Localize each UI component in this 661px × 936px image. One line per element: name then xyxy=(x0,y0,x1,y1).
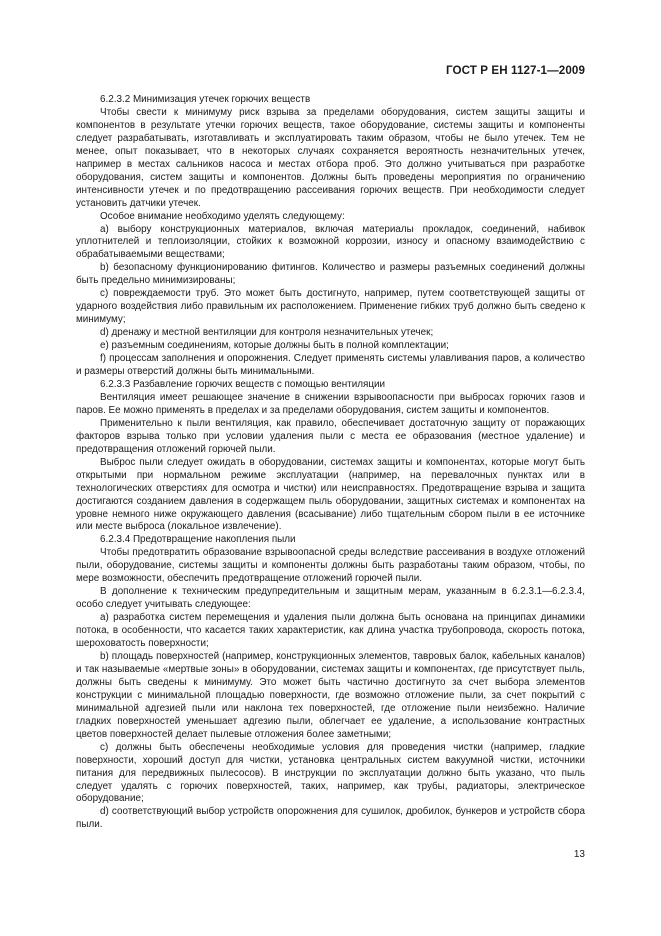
list-item: d) соответствующий выбор устройств опорожнения для сушилок, дробилок, бункеров и устройств сбора пыли. xyxy=(76,806,585,831)
page-number: 13 xyxy=(573,849,585,860)
paragraph: Применительно к пыли вентиляция, как правило, обеспечивает достаточную защиту от поражающих факторов взрыва только при условии удаления пыли с места ее образования (местное удаление) и предотвращения отложений горючей пыли. xyxy=(76,417,585,455)
list-item: d) дренажу и местной вентиляции для контроля незначительных утечек; xyxy=(100,327,434,339)
paragraph: Выброс пыли следует ожидать в оборудовании, системах защиты и компонентах, которые могут быть открытыми при нормальном режиме эксплуатации (например, на перевалочных пунктах или в технологических отверстиях для осмотра и чистки) или неисправностях. Предотвращение взрыва и защита достигаются созданием давления в содержащем пыль оборудовании, защитных системах и компонентах на уровне немного ниже окружающего давления (всасывание) либо тщательным сбором пыли в ее источнике или месте выброса (локальное извлечение). xyxy=(76,456,585,533)
list-item: f) процессам заполнения и опорожнения. Следует применять системы улавливания паров, а количество и размеры отверстий должны быть минимальными. xyxy=(76,353,585,378)
list-item: a) выбору конструкционных материалов, включая материалы прокладок, соединений, набивок уплотнителей и теплоизоляции, стойких к возможной коррозии, износу и опасному взаимодействию с обрабатываемыми веществами; xyxy=(76,223,585,261)
paragraph: Особое внимание необходимо уделять следующему: xyxy=(100,210,345,222)
list-item: b) безопасному функционированию фитингов. Количество и размеры разъемных соединений должны быть предельно минимизированы; xyxy=(76,262,585,287)
document-id-header: ГОСТ Р ЕН 1127-1—2009 xyxy=(445,64,585,77)
paragraph: В дополнение к техническим предупредительным и защитным мерам, указанным в 6.2.3.1—6.2.3.4, особо следует учитывать следующее: xyxy=(76,586,585,611)
section-heading-6-2-3-3: 6.2.3.3 Разбавление горючих веществ с помощью вентиляции xyxy=(100,378,386,390)
section-heading-6-2-3-2: 6.2.3.2 Минимизация утечек горючих веществ xyxy=(100,94,311,105)
list-item: a) разработка систем перемещения и удаления пыли должна быть основана на принципах динамики потока, в особенности, что касается таких характеристик, как длина участка трубопровода, скорость потока, шероховатость поверхности; xyxy=(76,612,585,650)
paragraph: Вентиляция имеет решающее значение в снижении взрывоопасности при выбросах горючих газов и паров. Ее можно применять в пределах и за пределами оборудования, систем защиты и компонентов. xyxy=(76,391,585,416)
body-text xyxy=(76,94,585,832)
list-item: c) повреждаемости труб. Это может быть достигнуто, например, путем соответствующей защиты от ударного воздействия либо правильным их расположением. Применение гибких труб должно быть сведено к минимуму; xyxy=(76,288,585,326)
list-item: e) разъемным соединениям, которые должны быть в полной комплектации; xyxy=(100,340,449,352)
paragraph: Чтобы предотвратить образование взрывоопасной среды вследствие рассеивания в воздухе отложений пыли, оборудование, системы защиты и компоненты должны быть разработаны таким образом, чтобы, по мере возможности, обеспечить предотвращение отложений горючей пыли. xyxy=(76,547,585,585)
list-item: c) должны быть обеспечены необходимые условия для проведения чистки (например, гладкие поверхности, хороший доступ для чистки, установка центральных систем вакуумной чистки, источники питания для передвижных пылесосов). В инструкции по эксплуатации должно быть указано, что пыль следует удалять с горючих поверхностей, таких, например, как трубы, радиаторы, электрическое оборудование; xyxy=(76,741,585,805)
paragraph: Чтобы свести к минимуму риск взрыва за пределами оборудования, систем защиты защиты и компонентов в результате утечки горючих веществ, такое оборудование, системы защиты и компоненты следует разрабатывать, изготавливать и эксплуатировать таким образом, чтобы не было утечек. Тем не менее, опыт показывает, что в некоторых случаях сохраняется вероятность незначительных утечек, например в местах сальников насоса и местах отбора проб. Это должно учитываться при разработке оборудования, систем защиты и компонентов. Должны быть проведены мероприятия по ограничению интенсивности утечек и по предотвращению рассеивания горючих веществ. При необходимости следует установить датчики утечек. xyxy=(76,106,585,209)
list-item: b) площадь поверхностей (например, конструкционных элементов, тавровых балок, кабельных каналов) и так называемые «мертвые зоны» в оборудовании, системах защиты и компонентах, где присутствует пыль, должны быть сведены к минимуму. Это может быть частично достигнуто за счет выбора элементов конструкции с минимальной площадью поверхности, где возможно отложение пыли, за счет покрытий с минимальной адгезией пыли или наклона тех поверхностей, где отложение пыли неизбежно. Наличие гладких поверхностей уменьшает адгезию пыли, облегчает ее удаление, а использование контрастных цветов поверхностей делает пылевые отложения более заметными; xyxy=(76,650,585,740)
section-heading-6-2-3-4: 6.2.3.4 Предотвращение накопления пыли xyxy=(100,534,296,546)
